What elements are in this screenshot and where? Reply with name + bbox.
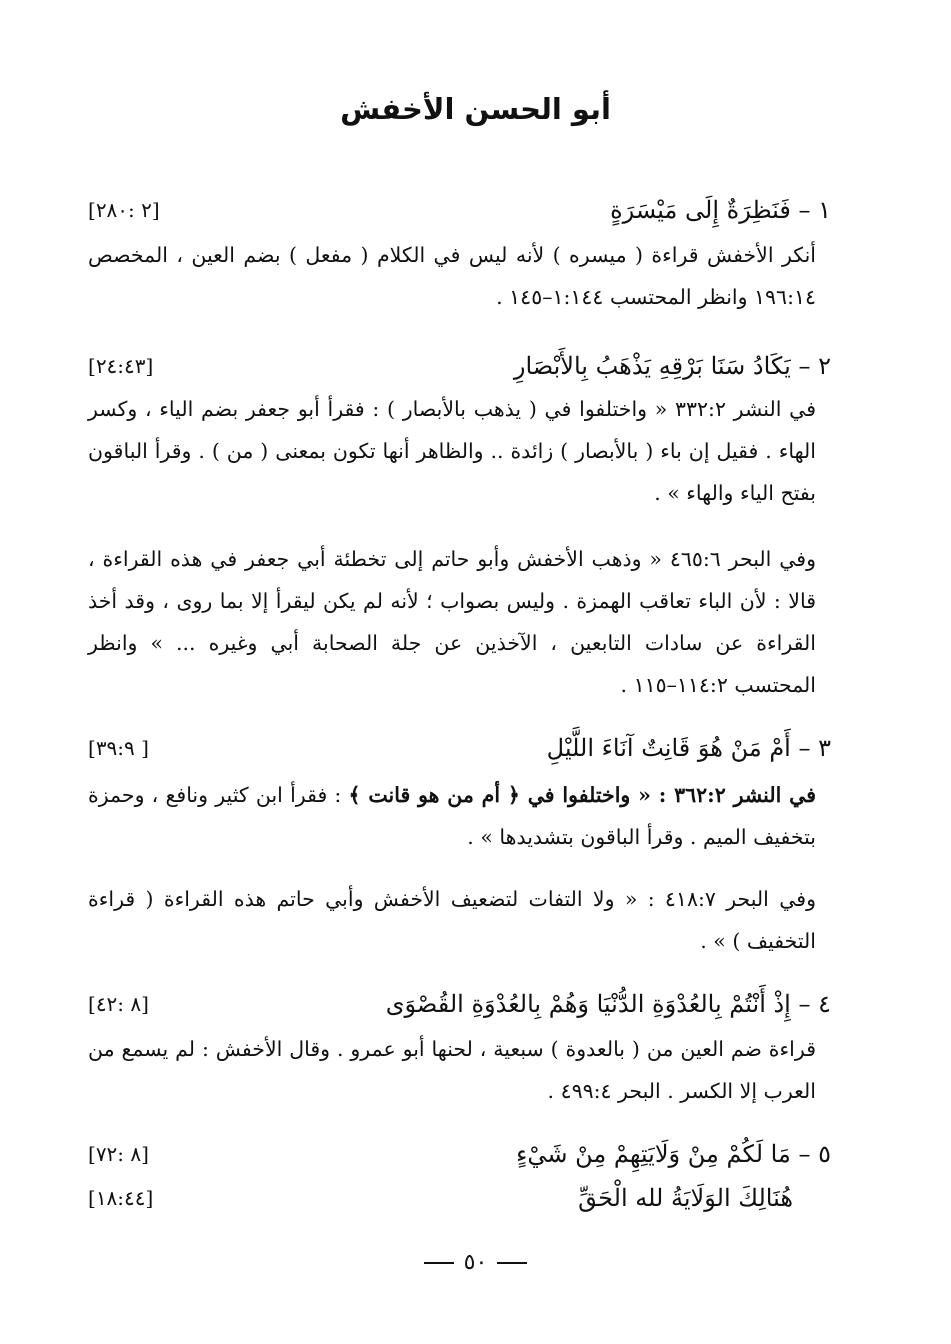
footer-dash-left: [424, 1262, 454, 1264]
bold-phrase: في النشر ٣٦٢:٢ : « واختلفوا في ﴿ أم من هو قانت ﴾: [348, 783, 817, 807]
entry-2-paragraph-2: وفي البحر ٤٦٥:٦ « وذهب الأخفش وأبو حاتم إلى تخطئة أبي جعفر في هذه القراءة ، قالا : لأن الباء تعاقب الهمزة . وليس بصواب ؛ لأنه لم يكن ليقرأ إلا بما روى ، وقد أخذ القراءة عن سادات التابعين ، الآخذين عن جلة الصحابة أبي وغيره ... » وانظر المحتسب ١١٤:٢–١١٥ .: [88, 547, 816, 697]
entry-2-heading: [88, 346, 831, 386]
entry-2-paragraph-1: في النشر ٣٣٢:٢ « واختلفوا في ( يذهب بالأبصار ) : فقرأ أبو جعفر بضم الياء ، وكسر الهاء . فقيل إن باء ( بالأبصار ) زائدة .. والظاهر أنها تكون بمعنى ( من ) . وقرأ الباقون بفتح الياء والهاء » .: [88, 397, 816, 505]
entry-3-paragraph-2: وفي البحر ٤١٨:٧ : « ولا التفات لتضعيف الأخفش وأبي حاتم هذه القراءة ( قراءة التخفيف ) » .: [88, 887, 816, 953]
footer-dash-right: [497, 1262, 527, 1264]
entry-5-reference: [٨ :٧٢]: [88, 1142, 149, 1166]
entry-5-heading: [88, 1134, 831, 1174]
entry-4-paragraph-1: قراءة ضم العين من ( بالعدوة ) سبعية ، لحنها أبو عمرو . وقال الأخفش : لم يسمع من العرب إلا الكسر . البحر ٤٩٩:٤ .: [88, 1037, 816, 1103]
entry-1-reference: [٢ :٢٨٠]: [88, 198, 160, 222]
entry-5-heading-2: [88, 1178, 793, 1218]
entry-1-paragraph-1: أنكر الأخفش قراءة ( ميسره ) لأنه ليس في الكلام ( مفعل ) بضم العين ، المخصص ١٩٦:١٤ وانظر المحتسب ١:١٤٤–١٤٥ .: [88, 243, 816, 309]
entry-1-heading: [88, 190, 831, 230]
entry-4-heading: [88, 984, 831, 1024]
page-number: ٥٠: [463, 1250, 488, 1275]
entry-3-paragraph-1: في النشر ٣٦٢:٢ : « واختلفوا في ﴿ أم من هو قانت ﴾ : فقرأ ابن كثير ونافع ، وحمزة بتخفيف الميم . وقرأ الباقون بتشديدها » .: [88, 783, 817, 849]
entry-5-verse-2: هُنَالِكَ الوَلَايَةُ لله الْحَقِّ: [578, 1184, 793, 1212]
entry-1-verse: ١ – فَنَظِرَةٌ إِلَى مَيْسَرَةٍ: [610, 196, 831, 224]
entry-2-verse: ٢ – يَكَادُ سَنَا بَرْقِهِ يَذْهَبُ بِالأَبْصَارِ: [513, 352, 831, 380]
page-title: أبو الحسن الأخفش: [340, 92, 611, 126]
entry-3-verse: ٣ – أَمْ مَنْ هُوَ قَانِتٌ آنَاءَ اللَّيْلِ: [546, 734, 831, 762]
entry-4-reference: [٨ :٤٢]: [88, 992, 149, 1016]
entry-3-reference: [٣٩:٩ ]: [88, 736, 149, 760]
entry-2-reference: [٢٤:٤٣]: [88, 354, 154, 378]
entry-5-verse: ٥ – مَا لَكُمْ مِنْ وَلَايَتِهِمْ مِنْ شَيْءٍ: [516, 1140, 831, 1168]
entry-3-heading: [88, 728, 831, 768]
entry-4-verse: ٤ – إِذْ أَنْتُمْ بِالعُدْوَةِ الدُّنْيَا وَهُمْ بِالعُدْوَةِ القُصْوَى: [385, 990, 831, 1018]
entry-5-reference-2: [١٨:٤٤]: [88, 1186, 154, 1210]
page-number-footer: [0, 1250, 951, 1275]
